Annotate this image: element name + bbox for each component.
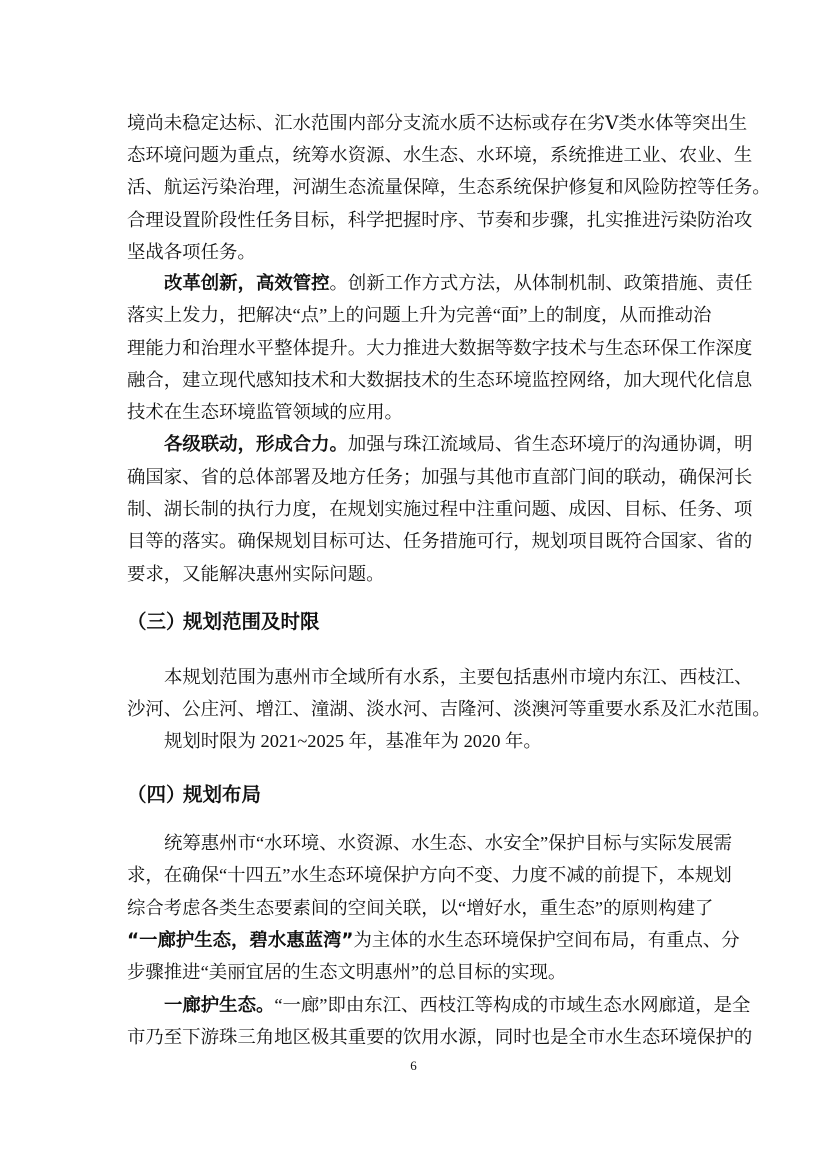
- body-line: 要求，又能解决惠州实际问题。: [127, 564, 385, 584]
- body-line: 目等的落实。确保规划目标可达、任务措施可行，规划项目既符合国家、省的: [127, 531, 753, 551]
- body-line: [164, 989, 751, 1021]
- body-line: 理能力和治理水平整体提升。大力推进大数据等数字技术与生态环保工作深度: [127, 338, 753, 358]
- bold-lead: 改革创新，高效管控: [164, 273, 330, 294]
- body-line: 确国家、省的总体部署及地方任务；加强与其他市直部门间的联动，确保河长: [127, 467, 753, 487]
- bold-phrase: “一廊护生态，碧水惠蓝湾”: [127, 930, 354, 951]
- heading-number: （四）: [127, 783, 186, 806]
- body-line: 落实上发力，把解决“点”上的问题上升为完善“面”上的制度，从而推动治: [127, 305, 712, 325]
- line-text: “一廊”即由东江、西枝江等构成的市域生态水网廊道，是全: [274, 995, 751, 1015]
- body-line: 本规划范围为惠州市全域所有水系，主要包括惠州市境内东江、西枝江、: [164, 667, 753, 687]
- line-text: 。创新工作方式方法，从体制机制、政策措施、责任: [329, 273, 753, 293]
- body-line: 合理设置阶段性任务目标，科学把握时序、节奏和步骤，扎实推进污染防治攻: [127, 210, 753, 230]
- body-line: 步骤推进“美丽宜居的生态文明惠州”的总目标的实现。: [127, 962, 567, 982]
- page-number: 6: [410, 1058, 417, 1073]
- bold-lead: 各级联动，形成合力。: [164, 434, 348, 455]
- bold-lead: 一廊护生态。: [164, 995, 275, 1016]
- body-line: 沙河、公庄河、增江、潼湖、淡水河、吉隆河、淡澳河等重要水系及汇水范围。: [127, 699, 771, 719]
- heading-title: 规划布局: [183, 783, 262, 806]
- line-text: 加强与珠江流域局、省生态环境厅的沟通协调，明: [347, 434, 753, 454]
- body-line: [164, 267, 753, 299]
- body-line: 制、湖长制的执行力度，在规划实施过程中注重问题、成因、目标、任务、项: [127, 499, 753, 519]
- body-line: 活、航运污染治理，河湖生态流量保障，生态系统保护修复和风险防控等任务。: [127, 177, 771, 197]
- section-heading: [127, 606, 320, 638]
- body-line: [164, 428, 753, 460]
- heading-title: 规划范围及时限: [183, 610, 320, 633]
- body-line: 融合，建立现代感知技术和大数据技术的生态环境监控网络，加大现代化信息: [127, 370, 753, 390]
- body-line: [127, 924, 740, 956]
- body-line: 境尚未稳定达标、汇水范围内部分支流水质不达标或存在劣Ⅴ类水体等突出生: [127, 113, 748, 133]
- body-line: 市乃至下游珠三角地区极其重要的饮用水源，同时也是全市水生态环境保护的: [127, 1027, 753, 1047]
- body-line: 统筹惠州市“水环境、水资源、水生态、水安全”保护目标与实际发展需: [164, 833, 733, 853]
- body-line: 坚战各项任务。: [127, 242, 256, 262]
- body-line: 规划时限为 2021~2025 年，基准年为 2020 年。: [164, 731, 542, 751]
- body-line: 技术在生态环境监管领域的应用。: [127, 402, 403, 422]
- heading-number: （三）: [127, 610, 186, 633]
- section-heading: [127, 779, 261, 811]
- body-line: 求，在确保“十四五”水生态环境保护方向不变、力度不减的前提下，本规划: [127, 865, 732, 885]
- body-line: 综合考虑各类生态要素间的空间关联，以“增好水，重生态”的原则构建了: [127, 898, 714, 918]
- line-text: 为主体的水生态环境保护空间布局，有重点、分: [353, 930, 740, 950]
- body-line: 态环境问题为重点，统筹水资源、水生态、水环境，系统推进工业、农业、生: [127, 145, 753, 165]
